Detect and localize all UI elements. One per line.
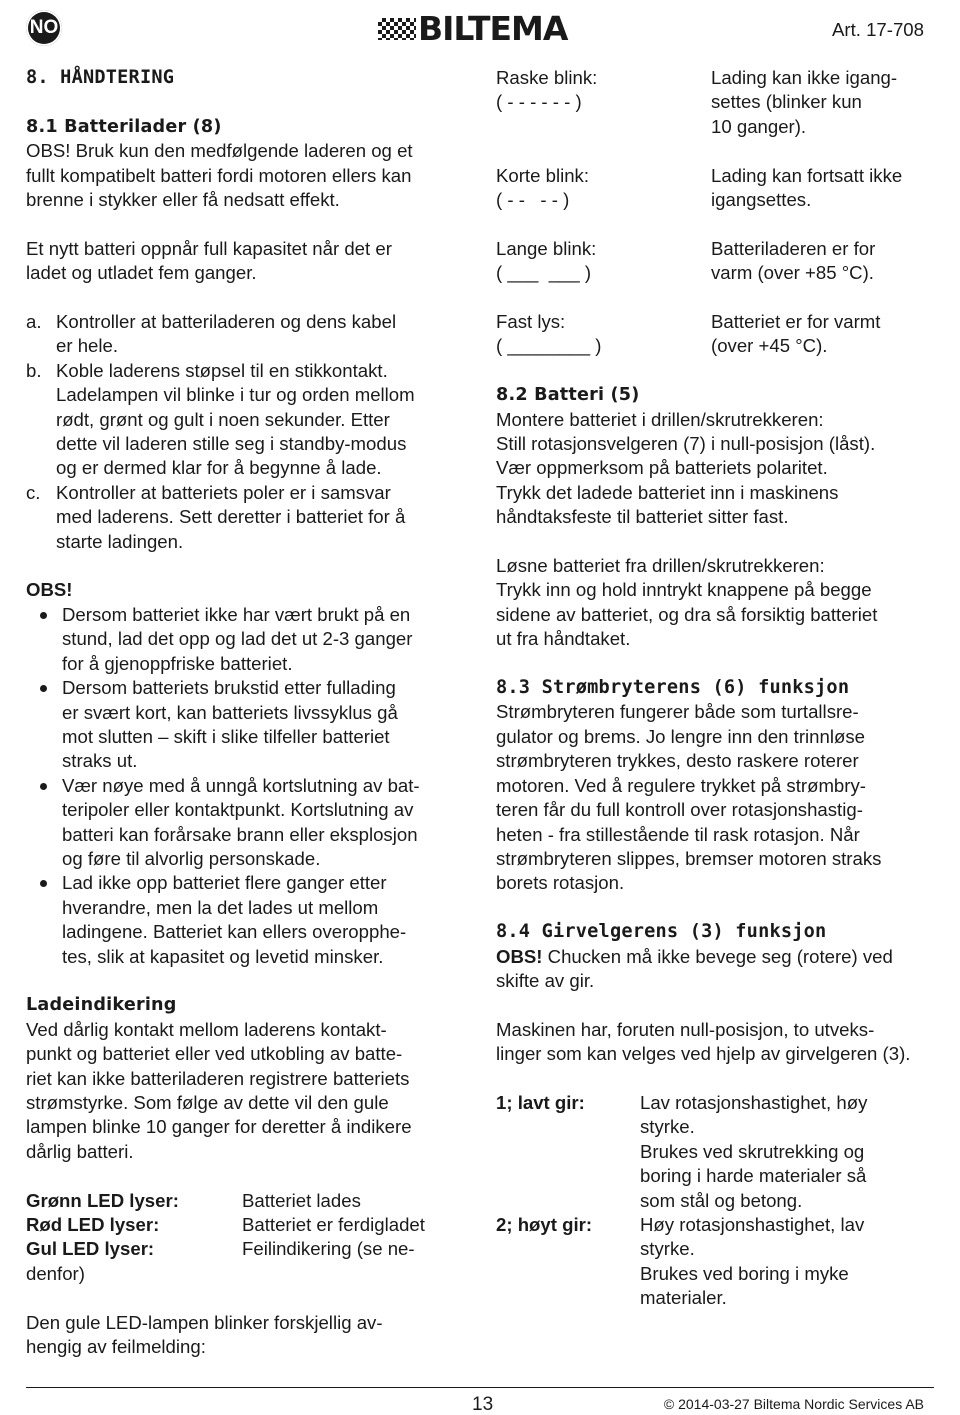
footer-divider: [26, 1387, 934, 1388]
obs-84-line: [496, 945, 946, 969]
obs-intro-line: OBS! Bruk kun den medfølgende laderen og et: [26, 140, 413, 162]
bullet-line: er svært kort, kan batteriets livssyklus gå: [62, 701, 398, 723]
blink-meaning: varm (over +85 °C).: [711, 262, 874, 284]
battery-line: Vær oppmerksom på batteriets polaritet.: [496, 457, 828, 479]
left-column: [26, 66, 474, 1359]
switch-line: strømbryteren slippes, bremser motoren straks: [496, 847, 882, 869]
blink-meaning: settes (blinker kun: [711, 91, 862, 113]
obs-intro-line: brenne i stykker eller få nedsatt effekt.: [26, 189, 340, 211]
blink-pattern: ( ________ ): [496, 335, 602, 357]
switch-line: motoren. Ved å regulere trykket på strømbry-: [496, 774, 866, 796]
gear-desc: Høy rotasjonshastighet, lav: [640, 1213, 865, 1235]
bullet-line: stund, lad det opp og lad det ut 2-3 ganger: [62, 628, 413, 650]
blink-pattern: ( - - - - ): [496, 189, 570, 211]
led-row-yellow: [26, 1237, 474, 1261]
gear-desc: boring i harde materialer så: [640, 1165, 867, 1187]
blink-meaning: 10 ganger).: [711, 115, 807, 137]
blink-row-fast: [496, 66, 946, 139]
ladeindikering-title: Ladeindikering: [26, 995, 177, 1016]
switch-line: heten - fra stillestående til rask rotasjon. Når: [496, 823, 860, 845]
battery-line: Trykk det ladede batteriet inn i maskinens: [496, 481, 839, 503]
battery-line: Still rotasjonsvelgeren (7) i null-posisjon (låst).: [496, 433, 876, 455]
blink-row-steady: [496, 310, 946, 359]
right-column: [496, 66, 946, 1311]
blink-meaning: Lading kan ikke igang-: [711, 67, 898, 88]
obs-84-text: Chucken må ikke bevege seg (rotere) ved: [542, 945, 893, 967]
bullet-dot-icon: [40, 783, 47, 790]
ladeindikering-line: Ved dårlig kontakt mellom laderens kontakt-: [26, 1018, 387, 1040]
step-line: rødt, grønt og gult i noen sekunder. Etter: [56, 408, 390, 430]
bullet-line: tes, slik at kapasitet og levetid minsker.: [62, 945, 384, 967]
step-line: og er dermed klar for å begynne å lade.: [56, 457, 382, 479]
step-label: b.: [26, 359, 42, 381]
step-line: dette vil laderen stille seg i standby-modus: [56, 433, 407, 455]
step-line: starte ladingen.: [56, 530, 184, 552]
gear-desc: Brukes ved skrutrekking og: [640, 1140, 865, 1162]
section-title-8-1: 8.1 Batterilader (8): [26, 116, 222, 137]
checkered-flag-icon: [378, 18, 416, 40]
step-label: c.: [26, 481, 41, 503]
blink-key: Raske blink:: [496, 67, 598, 88]
bullet-line: Dersom batteriet ikke har vært brukt på en: [62, 603, 411, 625]
blink-pattern: ( - - - - - - ): [496, 91, 582, 113]
blink-key: Lange blink:: [496, 237, 597, 259]
step-line: Ladelampen vil blinke i tur og orden mellom: [56, 384, 415, 406]
led-row-red: [26, 1213, 474, 1237]
ladeindikering-line: lampen blinke 10 ganger for deretter å indikere: [26, 1116, 412, 1138]
obs-label: OBS!: [496, 945, 543, 967]
led-key: Rød LED lyser:: [26, 1214, 160, 1235]
step-b: [26, 359, 474, 481]
bullet-line: batteri kan forårsake brann eller eksplosjon: [62, 823, 418, 845]
gear-desc: styrke.: [640, 1238, 695, 1260]
bullet-dot-icon: [40, 612, 47, 619]
led-key: Grønn LED lyser:: [26, 1189, 179, 1211]
brand-wordmark: BILTEMA: [418, 9, 568, 48]
biltema-logo: [378, 9, 584, 48]
blink-row-short: [496, 164, 946, 213]
step-line: Kontroller at batteriets poler er i samsvar: [56, 481, 391, 503]
battery-line: håndtaksfeste til batteriet sitter fast.: [496, 506, 789, 528]
led-value: Batteriet lades: [242, 1189, 361, 1211]
section-title-8-2: 8.2 Batteri (5): [496, 385, 640, 406]
battery-line: ut fra håndtaket.: [496, 628, 631, 650]
blink-meaning: Batteriladeren er for: [711, 237, 876, 259]
obs-label: OBS!: [26, 579, 73, 601]
gear-row-high: [496, 1213, 946, 1311]
ladeindikering-line: dårlig batteri.: [26, 1140, 134, 1162]
led-row-green: [26, 1189, 474, 1213]
page-header: [0, 0, 960, 62]
blink-key: Korte blink:: [496, 164, 590, 186]
switch-line: strømbryteren trykkes, desto raskere roterer: [496, 750, 859, 772]
blink-meaning: (over +45 °C).: [711, 335, 828, 357]
bullet-item: [26, 774, 474, 872]
step-a: [26, 310, 474, 359]
gear-desc: som stål og betong.: [640, 1189, 803, 1211]
led-value: Feilindikering (se ne-: [242, 1238, 415, 1260]
bullet-line: teripoler eller kontaktpunkt. Kortslutning av: [62, 799, 414, 821]
step-line: Kontroller at batteriladeren og dens kabel: [56, 311, 397, 333]
gear-key: 1; lavt gir:: [496, 1091, 585, 1113]
bullet-dot-icon: [40, 685, 47, 692]
capacity-line: Et nytt batteri oppnår full kapasitet når det er: [26, 237, 392, 259]
blink-pattern: ( ___ ___ ): [496, 262, 592, 284]
article-number: Art. 17-708: [832, 19, 924, 40]
section-title-8-4: 8.4 Girvelgerens (3) funksjon: [496, 921, 827, 943]
switch-line: borets rotasjon.: [496, 872, 625, 894]
copyright: © 2014-03-27 Biltema Nordic Services AB: [663, 1396, 924, 1412]
section-title-8-3: 8.3 Strømbryterens (6) funksjon: [496, 677, 850, 699]
step-label: a.: [26, 311, 42, 333]
battery-line: Montere batteriet i drillen/skrutrekkeren:: [496, 408, 824, 430]
bullet-line: hverandre, men la det lades ut mellom: [62, 896, 379, 918]
battery-line: Løsne batteriet fra drillen/skrutrekkeren:: [496, 555, 825, 577]
bullet-item: [26, 603, 474, 676]
bullet-line: og føre til alvorlig personskade.: [62, 847, 321, 869]
language-badge: NO: [26, 10, 62, 46]
gear-row-low: [496, 1091, 946, 1213]
led-continuation: denfor): [26, 1262, 85, 1284]
gear-desc: materialer.: [640, 1287, 727, 1309]
switch-line: Strømbryteren fungerer både som turtallsre-: [496, 701, 859, 723]
step-line: er hele.: [56, 335, 119, 357]
gear-intro-line: Maskinen har, foruten null-posisjon, to utveks-: [496, 1018, 875, 1040]
gear-desc: styrke.: [640, 1116, 695, 1138]
bullet-line: Dersom batteriets brukstid etter fullading: [62, 677, 396, 699]
led-key: Gul LED lyser:: [26, 1238, 155, 1260]
ladeindikering-line: riet kan ikke batteriladeren registrere batteriets: [26, 1067, 410, 1089]
capacity-line: ladet og utladet fem ganger.: [26, 262, 257, 284]
step-line: Koble laderens støpsel til en stikkontakt.: [56, 359, 388, 381]
blink-row-long: [496, 237, 946, 286]
led-value: Batteriet er ferdigladet: [242, 1214, 425, 1235]
blink-meaning: igangsettes.: [711, 189, 812, 211]
bullet-item: [26, 676, 474, 774]
step-line: med laderens. Sett deretter i batteriet for å: [56, 506, 406, 528]
bullet-line: Lad ikke opp batteriet flere ganger etter: [62, 872, 387, 894]
battery-line: Trykk inn og hold inntrykt knappene på begge: [496, 579, 872, 601]
gear-intro-line: linger som kan velges ved hjelp av girvelgeren (3).: [496, 1043, 911, 1065]
blink-meaning: Lading kan fortsatt ikke: [711, 164, 903, 186]
battery-line: sidene av batteriet, og dra så forsiktig batteriet: [496, 603, 878, 625]
bullet-line: Vær nøye med å unngå kortslutning av bat-: [62, 774, 420, 796]
bullet-item: [26, 871, 474, 969]
switch-line: gulator og brems. Jo lengre inn den trinnløse: [496, 725, 865, 747]
yellow-led-line: hengig av feilmelding:: [26, 1336, 206, 1358]
section-title-8: 8. HÅNDTERING: [26, 67, 175, 88]
ladeindikering-line: punkt og batteriet eller ved utkobling av batte-: [26, 1043, 403, 1065]
ladeindikering-line: strømstyrke. Som følge av dette vil den gule: [26, 1091, 389, 1113]
blink-meaning: Batteriet er for varmt: [711, 311, 881, 333]
bullet-line: straks ut.: [62, 750, 138, 772]
blink-key: Fast lys:: [496, 311, 566, 333]
gear-key: 2; høyt gir:: [496, 1213, 593, 1235]
step-c: [26, 481, 474, 554]
bullet-line: ladingene. Batteriet kan ellers overopphe-: [62, 921, 407, 943]
gear-desc: Brukes ved boring i myke: [640, 1262, 849, 1284]
bullet-line: mot slutten – skift i slike tilfeller batteriet: [62, 725, 390, 747]
obs-84-text: skifte av gir.: [496, 969, 595, 991]
bullet-line: for å gjenoppfriske batteriet.: [62, 652, 293, 674]
gear-desc: Lav rotasjonshastighet, høy: [640, 1091, 868, 1113]
yellow-led-line: Den gule LED-lampen blinker forskjellig av-: [26, 1311, 383, 1333]
page-number: 13: [472, 1394, 494, 1415]
obs-intro-line: fullt kompatibelt batteri fordi motoren ellers kan: [26, 164, 412, 186]
switch-line: teren får du full kontroll over rotasjonshastig-: [496, 799, 863, 821]
bullet-dot-icon: [40, 880, 47, 887]
